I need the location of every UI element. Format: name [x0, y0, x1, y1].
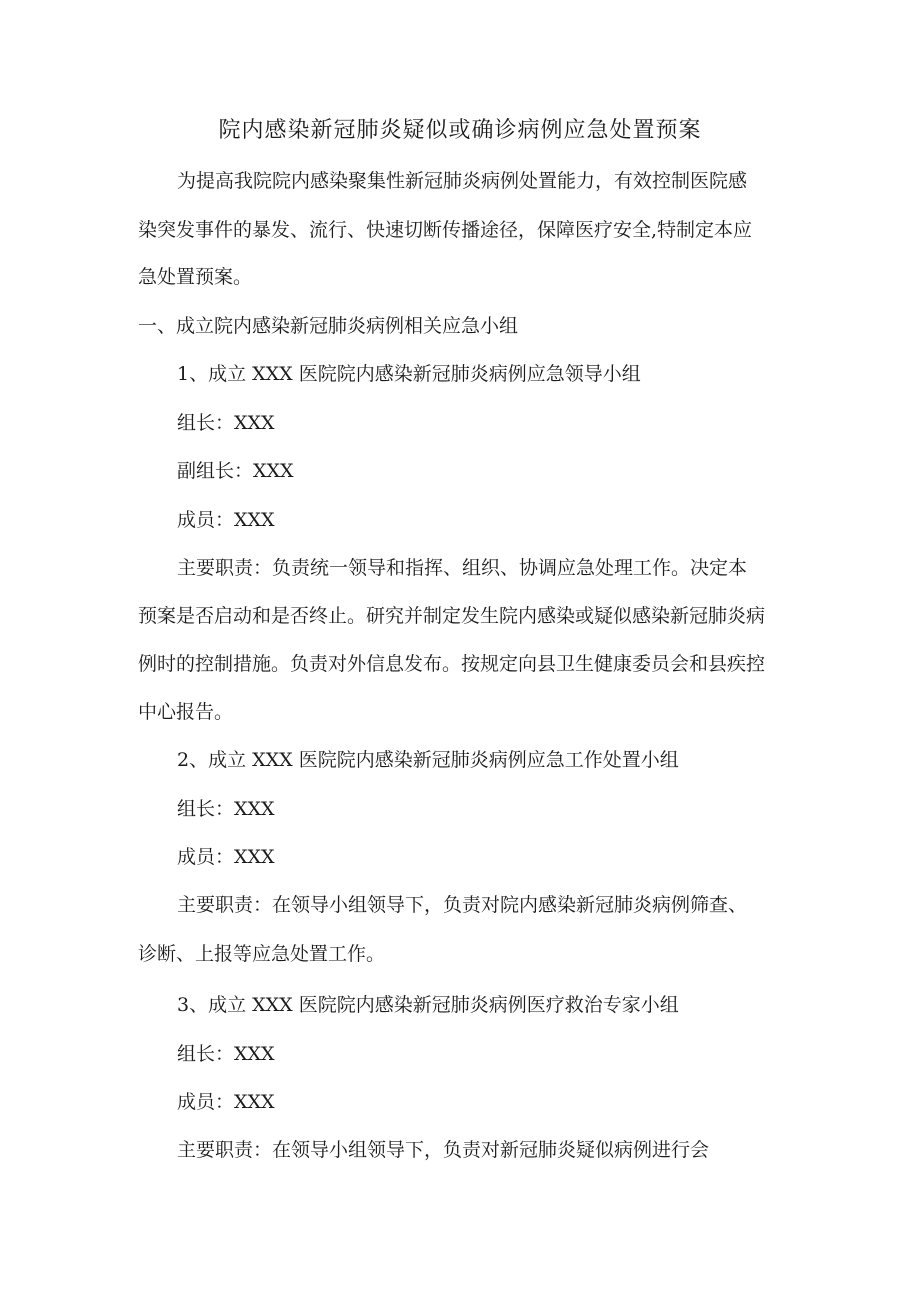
group2-duties-line-2: 诊断、上报等应急处置工作。 — [138, 943, 386, 965]
section-heading: 一、成立院内感染新冠肺炎病例相关应急小组 — [138, 315, 519, 337]
group1-duties-line-1: 主要职责：负责统一领导和指挥、组织、协调应急处理工作。决定本 — [177, 557, 748, 579]
document-title: 院内感染新冠肺炎疑似或确诊病例应急处置预案 — [218, 118, 702, 143]
group2-members: 成员：XXX — [177, 846, 275, 868]
intro-line-2: 染突发事件的暴发、流行、快速切断传播途径，保障医疗安全,特制定本应 — [138, 219, 753, 241]
intro-line-3: 急处置预案。 — [138, 266, 253, 288]
intro-line-1: 为提高我院院内感染聚集性新冠肺炎病例处置能力，有效控制医院感 — [177, 170, 748, 192]
group1-duties-line-2: 预案是否启动和是否终止。研究并制定发生院内感染或疑似感染新冠肺炎病 — [138, 605, 766, 627]
group1-leader: 组长：XXX — [177, 412, 275, 434]
group1-duties-line-4: 中心报告。 — [138, 701, 234, 723]
group2-duties-line-1: 主要职责：在领导小组领导下，负责对院内感染新冠肺炎病例筛查、 — [177, 894, 748, 916]
group2-heading: 2、成立 XXX 医院院内感染新冠肺炎病例应急工作处置小组 — [177, 749, 679, 771]
group1-members: 成员：XXX — [177, 509, 275, 531]
group3-members: 成员：XXX — [177, 1091, 275, 1113]
group1-heading: 1、成立 XXX 医院院内感染新冠肺炎病例应急领导小组 — [177, 363, 641, 385]
group1-duties-line-3: 例时的控制措施。负责对外信息发布。按规定向县卫生健康委员会和县疾控 — [138, 653, 766, 675]
group2-leader: 组长：XXX — [177, 798, 275, 820]
group1-deputy: 副组长：XXX — [177, 460, 294, 482]
group3-leader: 组长：XXX — [177, 1043, 275, 1065]
group3-heading: 3、成立 XXX 医院院内感染新冠肺炎病例医疗救治专家小组 — [177, 994, 679, 1016]
group3-duties-line-1: 主要职责：在领导小组领导下，负责对新冠肺炎疑似病例进行会 — [177, 1139, 710, 1161]
